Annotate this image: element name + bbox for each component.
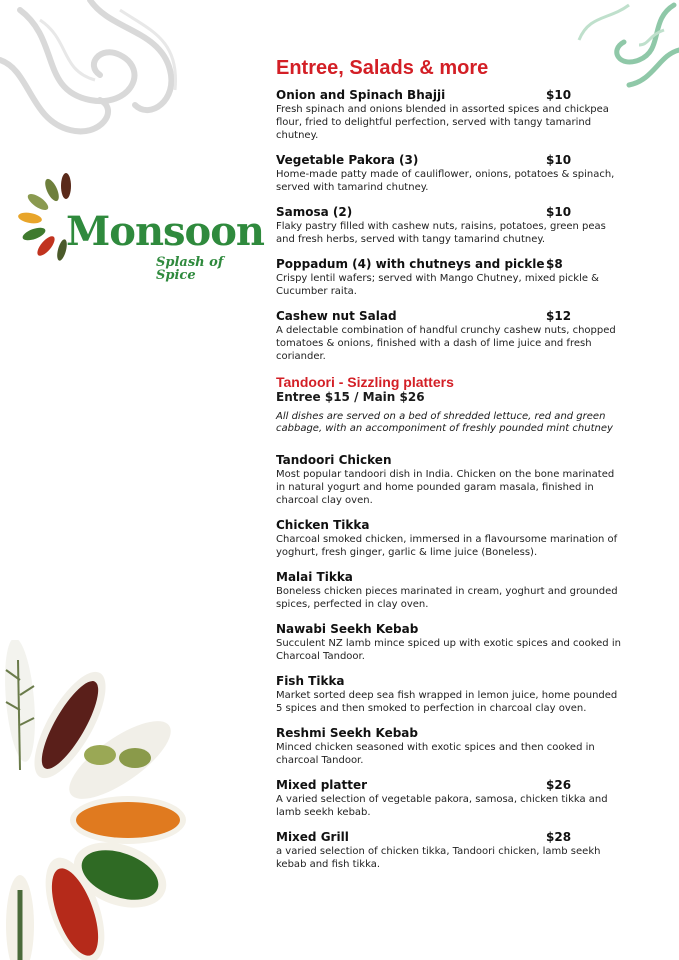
menu-item-name: Poppadum (4) with chutneys and pickle <box>276 257 545 271</box>
menu-item-price: $26 <box>546 778 572 792</box>
menu-item <box>276 778 621 819</box>
menu-item-description: Fresh spinach and onions blended in assorted spices and chickpea flour, fried to delightful perfection, served with tangy tamarind chutney. <box>276 104 609 141</box>
menu-item-description: Boneless chicken pieces marinated in cream, yoghurt and grounded spices, perfected in clay oven. <box>276 586 618 610</box>
menu-item-header <box>276 309 621 324</box>
menu-item-name: Onion and Spinach Bhajji <box>276 88 446 102</box>
menu-item-price: $12 <box>546 309 572 323</box>
menu-item-description: A varied selection of vegetable pakora, samosa, chicken tikka and lamb seekh kebab. <box>276 794 608 818</box>
menu-item-header <box>276 453 621 468</box>
menu-item-name: Malai Tikka <box>276 570 353 584</box>
menu-item-name: Fish Tikka <box>276 674 345 688</box>
menu-item-header <box>276 153 621 168</box>
menu-item-description: Home-made patty made of cauliflower, onions, potatoes & spinach, served with tamarind chutney. <box>276 169 615 193</box>
menu-item <box>276 622 621 663</box>
menu-item-name: Tandoori Chicken <box>276 453 392 467</box>
menu-item-name: Mixed Grill <box>276 830 349 844</box>
spice-bowls-image <box>0 640 200 960</box>
menu-item-header <box>276 205 621 220</box>
tandoori-list <box>276 453 621 871</box>
menu-item-name: Vegetable Pakora (3) <box>276 153 419 167</box>
menu-item <box>276 257 621 298</box>
menu-item <box>276 453 621 507</box>
tandoori-note: All dishes are served on a bed of shredded lettuce, red and green cabbage, with an accomponiment of freshly pounded mint chutney <box>276 411 613 434</box>
menu-item-description: Charcoal smoked chicken, immersed in a flavoursome marination of yoghurt, fresh ginger, garlic & lime juice (Boneless). <box>276 534 618 558</box>
menu-item-price: $10 <box>546 88 572 102</box>
menu-item-name: Mixed platter <box>276 778 368 792</box>
menu-item-description: a varied selection of chicken tikka, Tandoori chicken, lamb seekh kebab and fish tikka. <box>276 846 601 870</box>
entree-section-title: Entree, Salads & more <box>276 57 489 79</box>
menu-item-name: Nawabi Seekh Kebab <box>276 622 419 636</box>
menu-item-name: Samosa (2) <box>276 205 353 219</box>
menu-item-header <box>276 518 621 533</box>
menu-item-name: Reshmi Seekh Kebab <box>276 726 418 740</box>
brand-logo <box>18 172 264 283</box>
menu-item-header <box>276 622 621 637</box>
menu-item <box>276 726 621 767</box>
decorative-swirl-left <box>0 0 190 150</box>
menu-item-description: Most popular tandoori dish in India. Chicken on the bone marinated in natural yogurt and home pounded garam masala, finished in charcoal clay oven. <box>276 469 615 506</box>
menu-item <box>276 570 621 611</box>
menu-item-price: $28 <box>546 830 572 844</box>
menu-item-name: Chicken Tikka <box>276 518 370 532</box>
menu-item-header <box>276 778 621 793</box>
menu-item <box>276 830 621 871</box>
menu-item-description: Minced chicken seasoned with exotic spices and then cooked in charcoal Tandoor. <box>276 742 595 766</box>
menu-item-price: $8 <box>546 257 563 271</box>
menu-item-header <box>276 88 621 103</box>
menu-item-price: $10 <box>546 205 572 219</box>
brand-name: Monsoon <box>66 208 264 255</box>
menu-item <box>276 309 621 363</box>
menu-item <box>276 88 621 142</box>
entree-list <box>276 88 621 363</box>
tandoori-section-title: Tandoori - Sizzling platters <box>276 374 454 390</box>
menu-item-price: $10 <box>546 153 572 167</box>
menu-item <box>276 153 621 194</box>
menu-item-description: Crispy lentil wafers; served with Mango Chutney, mixed pickle & Cucumber raita. <box>276 273 599 297</box>
menu-item-description: Succulent NZ lamb mince spiced up with exotic spices and cooked in Charcoal Tandoor. <box>276 638 621 662</box>
menu-item-header <box>276 674 621 689</box>
menu-item-description: Flaky pastry filled with cashew nuts, raisins, potatoes, green peas and fresh herbs, served with tangy tamarind chutney. <box>276 221 606 245</box>
menu-item-description: A delectable combination of handful crunchy cashew nuts, chopped tomatoes & onions, finished with a dash of lime juice and fresh coriander. <box>276 325 616 362</box>
menu-item <box>276 674 621 715</box>
menu-item-header <box>276 257 621 272</box>
menu-item-name: Cashew nut Salad <box>276 309 397 323</box>
menu-item <box>276 205 621 246</box>
menu-item <box>276 518 621 559</box>
menu-item-header <box>276 570 621 585</box>
menu-item-header <box>276 726 621 741</box>
menu-content <box>276 56 621 882</box>
menu-item-header <box>276 830 621 845</box>
tandoori-prices: Entree $15 / Main $26 <box>276 390 425 404</box>
brand-tagline: Splash of Spice <box>156 255 224 283</box>
menu-item-description: Market sorted deep sea fish wrapped in lemon juice, home pounded 5 spices and then smoked to perfection in charcoal clay oven. <box>276 690 618 714</box>
